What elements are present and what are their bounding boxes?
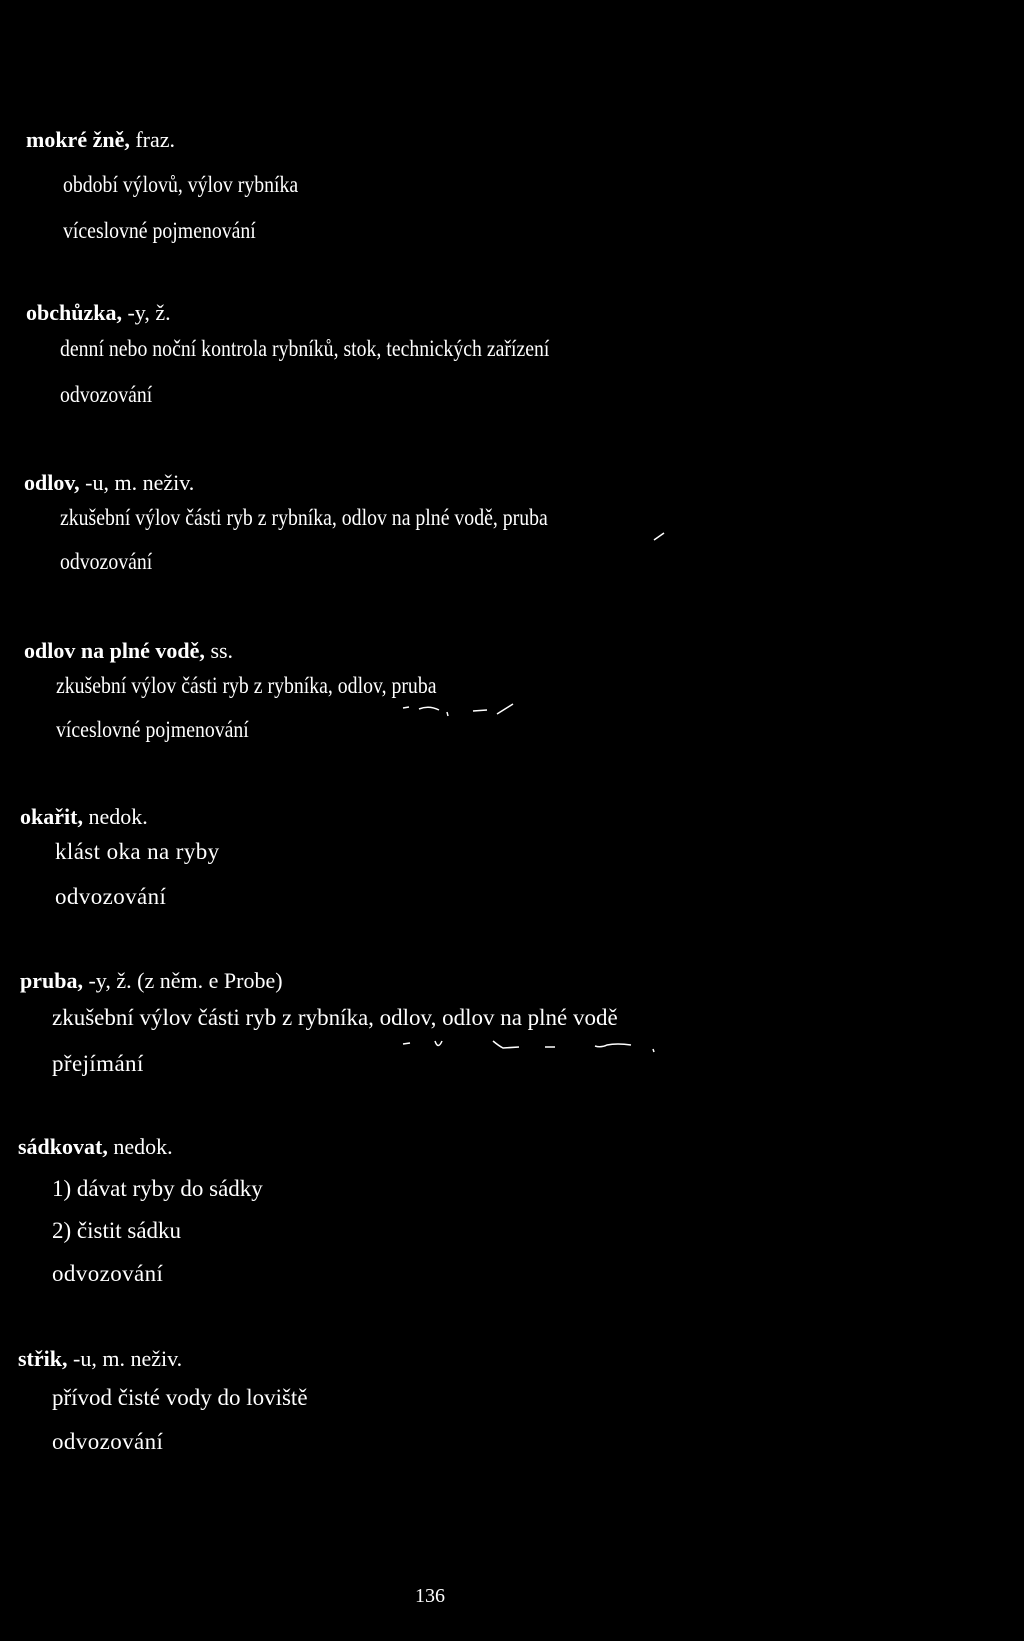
headword: okařit,	[20, 804, 83, 829]
word-formation-process: odvozování	[60, 549, 153, 574]
handwritten-accent-mark	[650, 530, 670, 542]
grammar-info: -y, ž. (z něm. e Probe)	[88, 968, 283, 993]
definition-sense-2: 2) čistit sádku	[52, 1218, 182, 1243]
definition: zkušební výlov části ryb z rybníka, odlov, pruba	[56, 673, 437, 698]
word-formation-process: odvozování	[60, 382, 153, 407]
entry-headline	[24, 638, 233, 664]
entry-headline	[24, 470, 194, 496]
headword: mokré žně,	[26, 127, 130, 152]
grammar-info: nedok.	[113, 1134, 173, 1159]
page-number: 136	[415, 1585, 445, 1607]
definition: zkušební výlov části ryb z rybníka, odlov na plné vodě, pruba	[60, 505, 548, 530]
entry-headline	[18, 1346, 182, 1372]
word-formation-process: odvozování	[52, 1261, 164, 1286]
headword: pruba,	[20, 968, 83, 993]
grammar-info: ss.	[210, 638, 234, 663]
word-formation-process: přejímání	[52, 1051, 144, 1076]
handwritten-underline-marks	[395, 700, 535, 722]
word-formation-process: odvozování	[55, 884, 167, 909]
entry-headline	[20, 804, 148, 830]
entry-headline	[26, 300, 171, 326]
definition-sense-1: 1) dávat ryby do sádky	[52, 1176, 263, 1201]
headword: odlov,	[24, 470, 80, 495]
grammar-info: nedok.	[88, 804, 148, 829]
grammar-info: -y, ž.	[127, 300, 171, 325]
word-formation-process: víceslovné pojmenování	[63, 218, 256, 243]
definition: zkušební výlov části ryb z rybníka, odlov, odlov na plné vodě	[52, 1005, 618, 1030]
entry-headline	[26, 127, 175, 153]
headword: obchůzka,	[26, 300, 122, 325]
definition: klást oka na ryby	[55, 839, 220, 864]
definition: období výlovů, výlov rybníka	[63, 172, 299, 197]
word-formation-process: víceslovné pojmenování	[56, 717, 249, 742]
handwritten-underline-marks	[395, 1036, 675, 1056]
grammar-info: fraz.	[135, 127, 176, 152]
entry-headline	[20, 968, 283, 994]
definition: přívod čisté vody do loviště	[52, 1385, 308, 1410]
entry-headline	[18, 1134, 173, 1160]
grammar-info: -u, m. neživ.	[85, 470, 195, 495]
definition: denní nebo noční kontrola rybníků, stok, technických zařízení	[60, 336, 550, 361]
headword: střik,	[18, 1346, 68, 1371]
headword: odlov na plné vodě,	[24, 638, 205, 663]
word-formation-process: odvozování	[52, 1429, 164, 1454]
grammar-info: -u, m. neživ.	[73, 1346, 183, 1371]
headword: sádkovat,	[18, 1134, 108, 1159]
